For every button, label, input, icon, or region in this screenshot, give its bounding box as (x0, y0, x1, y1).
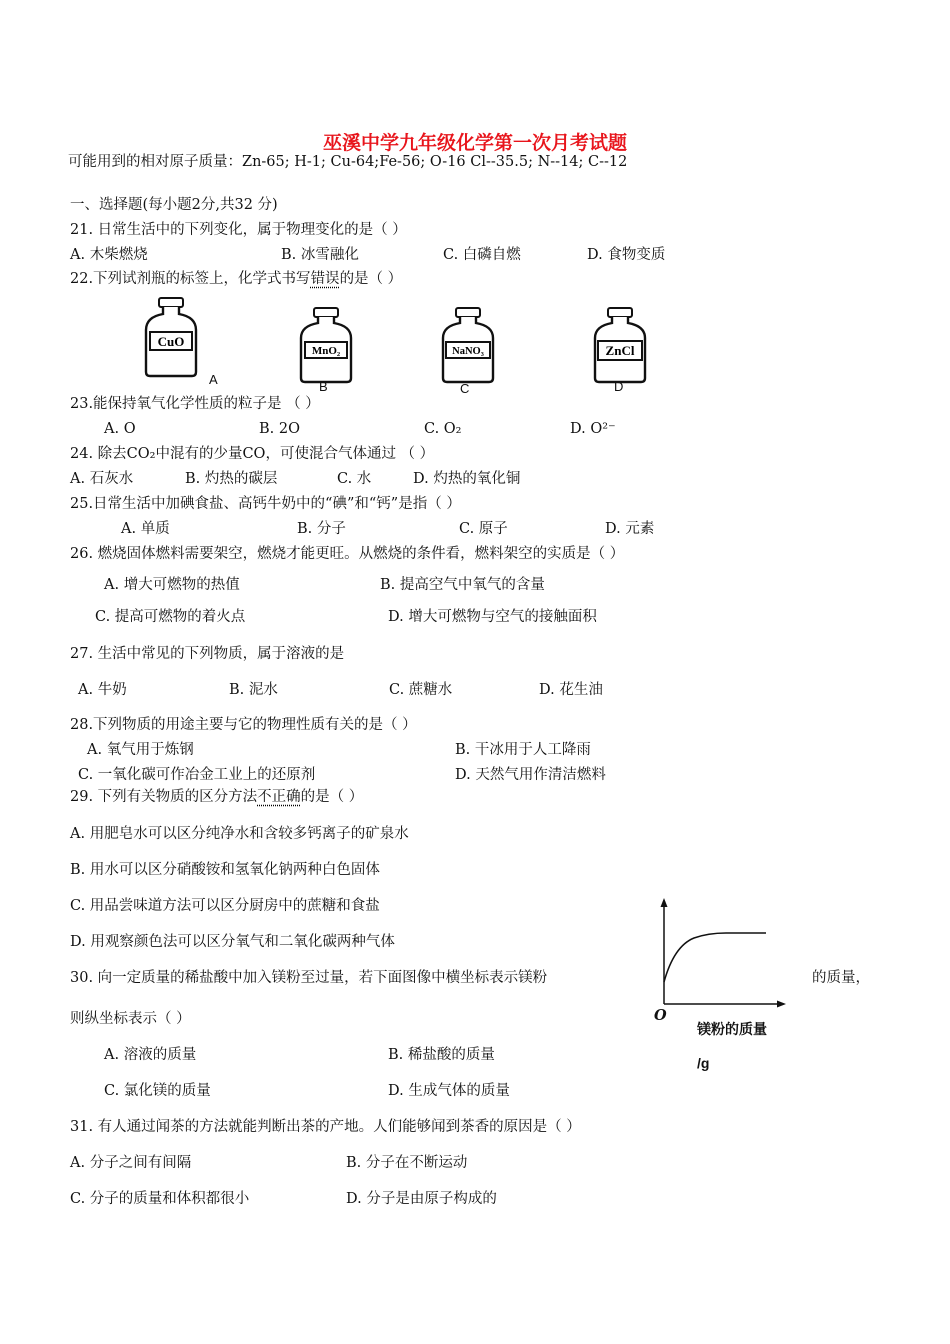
q31-stem: 31. 有人通过闻茶的方法就能判断出茶的产地。人们能够闻到茶香的原因是（ ） (70, 1119, 581, 1135)
q26-option-c: C. 提高可燃物的着火点 (95, 609, 246, 625)
q31-option-a: A. 分子之间有间隔 (70, 1155, 192, 1171)
q29-stem-part2: 的是（ ） (300, 789, 364, 805)
q26-option-d: D. 增大可燃物与空气的接触面积 (388, 609, 597, 625)
q22-stem-emphasis: 错误 (310, 271, 340, 287)
q27-option-c: C. 蔗糖水 (389, 682, 453, 698)
q21-option-b: B. 冰雪融化 (281, 247, 359, 263)
q29-option-b: B. 用水可以区分硝酸铵和氢氧化钠两种白色固体 (70, 862, 380, 878)
graph-origin: O (654, 1007, 667, 1024)
bottle-c-letter: C (460, 381, 470, 396)
q22-stem-part1: 22.下列试剂瓶的标签上，化学式书写 (70, 271, 311, 287)
q29-stem-part1: 29. 下列有关物质的区分方法 (70, 789, 258, 805)
q30-option-b: B. 稀盐酸的质量 (388, 1047, 495, 1063)
q31-option-c: C. 分子的质量和体积都很小 (70, 1191, 250, 1207)
q26-option-a: A. 增大可燃物的热值 (104, 577, 240, 593)
q21-option-d: D. 食物变质 (587, 247, 666, 263)
q31-option-d: D. 分子是由原子构成的 (346, 1191, 497, 1207)
q30-option-a: A. 溶液的质量 (104, 1047, 197, 1063)
q23-option-d: D. O²⁻ (570, 421, 616, 437)
q28-stem: 28.下列物质的用途主要与它的物理性质有关的是（ ） (70, 717, 417, 733)
q29-option-c: C. 用品尝味道方法可以区分厨房中的蔗糖和食盐 (70, 898, 380, 914)
q24-option-c: C. 水 (337, 471, 372, 487)
bottle-a-letter: A (209, 372, 218, 387)
q28-option-c: C. 一氧化碳可作冶金工业上的还原剂 (78, 767, 316, 783)
q21-option-a: A. 木柴燃烧 (70, 247, 148, 263)
q23-option-c: C. O₂ (424, 421, 462, 437)
graph-curve (664, 933, 766, 982)
bottle-c-formula: NaNO₃ (452, 346, 484, 357)
q25-option-a: A. 单质 (121, 521, 170, 537)
q28-option-b: B. 干冰用于人工降雨 (455, 742, 591, 758)
reagent-bottle-d (590, 306, 650, 386)
q31-option-b: B. 分子在不断运动 (346, 1155, 468, 1171)
q24-option-b: B. 灼热的碳层 (185, 471, 278, 487)
magnesium-graph (652, 896, 792, 1021)
q29-option-d: D. 用观察颜色法可以区分氧气和二氧化碳两种气体 (70, 934, 395, 950)
q22-stem-part2: 的是（ ） (339, 271, 403, 287)
q24-stem: 24. 除去CO₂中混有的少量CO，可使混合气体通过 （ ） (70, 446, 435, 462)
q25-option-b: B. 分子 (297, 521, 346, 537)
q29-stem-emphasis: 不正确 (257, 789, 301, 805)
q25-option-c: C. 原子 (459, 521, 508, 537)
q30-option-d: D. 生成气体的质量 (388, 1083, 510, 1099)
graph-xlabel-unit: /g (697, 1055, 710, 1071)
q27-option-b: B. 泥水 (229, 682, 278, 698)
q23-option-b: B. 2O (259, 421, 300, 437)
bottle-b-formula: MnO₂ (311, 345, 341, 357)
q30-stem-line2: 则纵坐标表示（ ） (70, 1011, 191, 1027)
reagent-bottle-a (140, 296, 202, 382)
reagent-bottle-b (296, 306, 356, 386)
q30-option-c: C. 氯化镁的质量 (104, 1083, 211, 1099)
graph-xlabel: 镁粉的质量 (697, 1021, 767, 1037)
q21-stem: 21. 日常生活中的下列变化，属于物理变化的是（ ） (70, 222, 407, 238)
q26-option-b: B. 提高空气中氧气的含量 (380, 577, 545, 593)
x-axis-arrow (777, 1001, 786, 1008)
q23-option-a: A. O (104, 421, 136, 437)
reagent-bottle-c (438, 306, 498, 386)
q27-option-d: D. 花生油 (539, 682, 603, 698)
atomic-masses-line: 可能用到的相对原子质量：Zn-65; H-1; Cu-64;Fe-56; O-16 Cl--35.5; N--14; C--12 (68, 154, 628, 170)
q21-option-c: C. 白磷自燃 (443, 247, 521, 263)
y-axis-arrow (661, 898, 668, 907)
q23-stem: 23.能保持氧气化学性质的粒子是 （ ） (70, 396, 320, 412)
q29-stem (70, 788, 363, 806)
q28-option-a: A. 氧气用于炼钢 (87, 742, 194, 758)
q30-stem: 30. 向一定质量的稀盐酸中加入镁粉至过量，若下面图像中横坐标表示镁粉 (70, 970, 548, 986)
q25-stem: 25.日常生活中加碘食盐、高钙牛奶中的“碘”和“钙”是指（ ） (70, 496, 461, 512)
q27-stem: 27. 生活中常见的下列物质，属于溶液的是 (70, 646, 345, 662)
q27-option-a: A. 牛奶 (78, 682, 127, 698)
q28-option-d: D. 天然气用作清洁燃料 (455, 767, 606, 783)
q24-option-d: D. 灼热的氧化铜 (413, 471, 521, 487)
bottle-b-letter: B (319, 379, 328, 394)
q24-option-a: A. 石灰水 (70, 471, 134, 487)
q30-stem-cont: 的质量， (812, 970, 870, 986)
bottle-d-letter: D (614, 379, 624, 394)
bottle-a-formula: CuO (157, 334, 185, 349)
page-title: 巫溪中学九年级化学第一次月考试题 (322, 132, 627, 154)
bottle-d-formula: ZnCl (605, 343, 635, 358)
section-heading: 一、选择题(每小题2分,共32 分) (70, 197, 278, 213)
q26-stem: 26. 燃烧固体燃料需要架空，燃烧才能更旺。从燃烧的条件看，燃料架空的实质是（ ） (70, 546, 625, 562)
q25-option-d: D. 元素 (605, 521, 655, 537)
q29-option-a: A. 用肥皂水可以区分纯净水和含较多钙离子的矿泉水 (70, 826, 409, 842)
q22-stem (70, 270, 402, 288)
